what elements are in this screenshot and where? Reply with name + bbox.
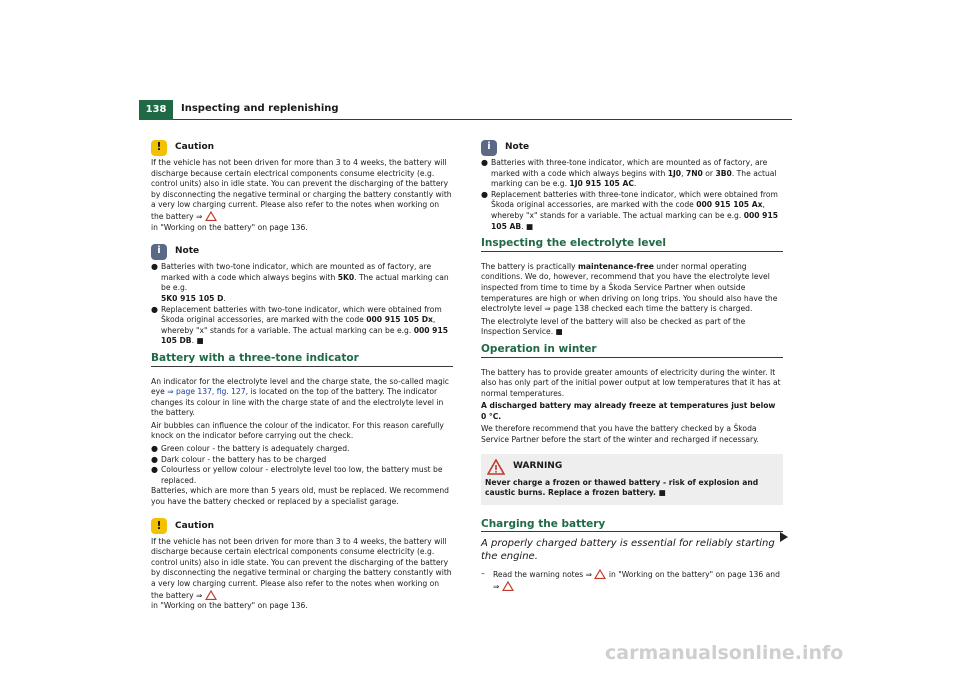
end-mark-icon: ■ <box>196 336 204 346</box>
list-item: ● Colourless or yellow colour - electrolyte level too low, the battery must be replaced. <box>151 465 443 485</box>
bullet-icon: ● <box>151 454 158 464</box>
paragraph: The battery is practically maintenance-free under normal operating conditions. We do, however, recommend that you have the electrolyte level inspected from time to time by a Škoda Service Partner when outside temperatures are high or when driving on long trips. You should also have the electrolyte level ⇒ page 138 checked each time the battery is charged. <box>481 261 778 314</box>
note-icon: i <box>151 244 167 260</box>
paragraph: The electrolyte level of the battery will also be checked as part of the Inspection Service. ■ <box>481 316 746 337</box>
warning-triangle-icon[interactable] <box>205 211 217 221</box>
note-heading: i Note <box>481 139 783 156</box>
caution-icon: ! <box>151 140 167 156</box>
left-column <box>151 135 453 614</box>
list-item: ● Green colour - the battery is adequately charged. <box>151 444 350 454</box>
warning-triangle-icon[interactable] <box>502 581 514 591</box>
end-mark-icon: ■ <box>658 488 666 498</box>
instruction-step: – Read the warning notes ⇒ in "Working on the battery" on page 136 and ⇒ <box>481 569 780 592</box>
end-mark-icon: ■ <box>555 327 563 337</box>
list-item: ● Replacement batteries with three-tone indicator, which were obtained from Škoda original accessories, are marked with the code 000 915 105 Ax, whereby "x" stands for a variable. The actual marking can be e.g. 000 915 105 AB. ■ <box>481 189 779 231</box>
paragraph: The battery has to provide greater amounts of electricity during the winter. It also has only part of the initial power output at low temperatures that it has at normal temperatures. <box>481 367 781 398</box>
note-heading: i Note <box>151 243 453 260</box>
caution-heading: ! Caution <box>151 518 453 535</box>
right-column <box>481 135 783 593</box>
caution-text: If the vehicle has not been driven for more than 3 to 4 weeks, the battery will discharge because certain electrical components consume electricity (e.g. control units) also in idle state. You can prevent the discharging of the battery by disconnecting the negative terminal or charging the battery constantly with a very low charging current. Please also refer to the notes when working on the battery ⇒ in "Working on the battery" on page 136. <box>151 158 452 232</box>
paragraph: Batteries, which are more than 5 years old, must be replaced. We recommend you have the battery checked or replaced by a specialist garage. <box>151 486 449 507</box>
note-icon: i <box>481 140 497 156</box>
list-item: ● Batteries with two-tone indicator, which are mounted as of factory, are marked with a code which always begins with 5K0. The actual marking can be e.g. 5K0 915 105 D. <box>151 262 449 303</box>
list-item: ● Batteries with three-tone indicator, which are mounted as of factory, are marked with a code which always begins with 1J0, 7N0 or 3B0. The actual marking can be e.g. 1J0 915 105 AC. <box>481 158 777 189</box>
bullet-icon: ● <box>151 444 158 454</box>
end-mark-icon: ■ <box>526 221 534 231</box>
section-heading-winter: Operation in winter <box>481 344 783 358</box>
warning-box <box>481 454 783 505</box>
caution-icon: ! <box>151 518 167 534</box>
section-subtitle: A properly charged battery is essential for reliably starting the engine. <box>481 538 775 563</box>
watermark: carmanualsonline.info <box>605 642 844 664</box>
bullet-icon: ● <box>481 158 488 167</box>
caution-text: If the vehicle has not been driven for more than 3 to 4 weeks, the battery will discharge because certain electrical components consume electricity (e.g. control units) also in idle state. You can prevent the discharging of the battery by disconnecting the negative terminal or charging the battery constantly with a very low charging current. Please also refer to the notes when working on the battery ⇒ in "Working on the battery" on page 136. <box>151 536 452 611</box>
page-number: 138 <box>139 100 173 120</box>
warning-icon <box>487 459 505 475</box>
caution-heading: ! Caution <box>151 139 453 156</box>
paragraph: We therefore recommend that you have the battery checked by a Škoda Service Partner before the start of the winter and recharged if necessary. <box>481 424 759 445</box>
section-heading-charging: Charging the battery <box>481 519 783 533</box>
next-page-arrow-icon[interactable] <box>780 532 788 542</box>
page-link[interactable]: ⇒ page 137, fig. 127 <box>167 387 246 397</box>
bullet-icon: ● <box>151 262 158 272</box>
warning-heading: WARNING <box>487 458 779 476</box>
chapter-title: Inspecting and replenishing <box>181 103 339 114</box>
list-item: ● Replacement batteries with two-tone indicator, which were obtained from Škoda original accessories, are marked with the code 000 915 105 Dx, whereby "x" stands for a variable. The actual marking can be e.g. 000 915 105 DB. ■ <box>151 304 449 346</box>
section-heading-electrolyte: Inspecting the electrolyte level <box>481 238 783 252</box>
page-header <box>139 100 792 120</box>
warning-text: Never charge a frozen or thawed battery - risk of explosion and caustic burns. Replace a frozen battery. ■ <box>485 477 759 498</box>
paragraph: An indicator for the electrolyte level and the charge state, the so-called magic eye ⇒ page 137, fig. 127, is located on the top of the battery. The indicator changes its colour in line with the charge state of and the electrolyte level in the battery. <box>151 376 449 418</box>
section-heading-three-tone: Battery with a three-tone indicator <box>151 353 453 367</box>
paragraph: Air bubbles can influence the colour of the indicator. For this reason carefully knock on the indicator before carrying out the check. <box>151 420 444 441</box>
warning-triangle-icon[interactable] <box>205 590 217 600</box>
bullet-icon: ● <box>481 189 488 199</box>
list-item: ● Dark colour - the battery has to be charged <box>151 454 327 464</box>
warning-triangle-icon[interactable] <box>594 569 606 579</box>
bullet-icon: ● <box>151 304 158 314</box>
bullet-icon: ● <box>151 465 158 475</box>
paragraph: A discharged battery may already freeze at temperatures just below 0 °C. <box>481 401 776 421</box>
